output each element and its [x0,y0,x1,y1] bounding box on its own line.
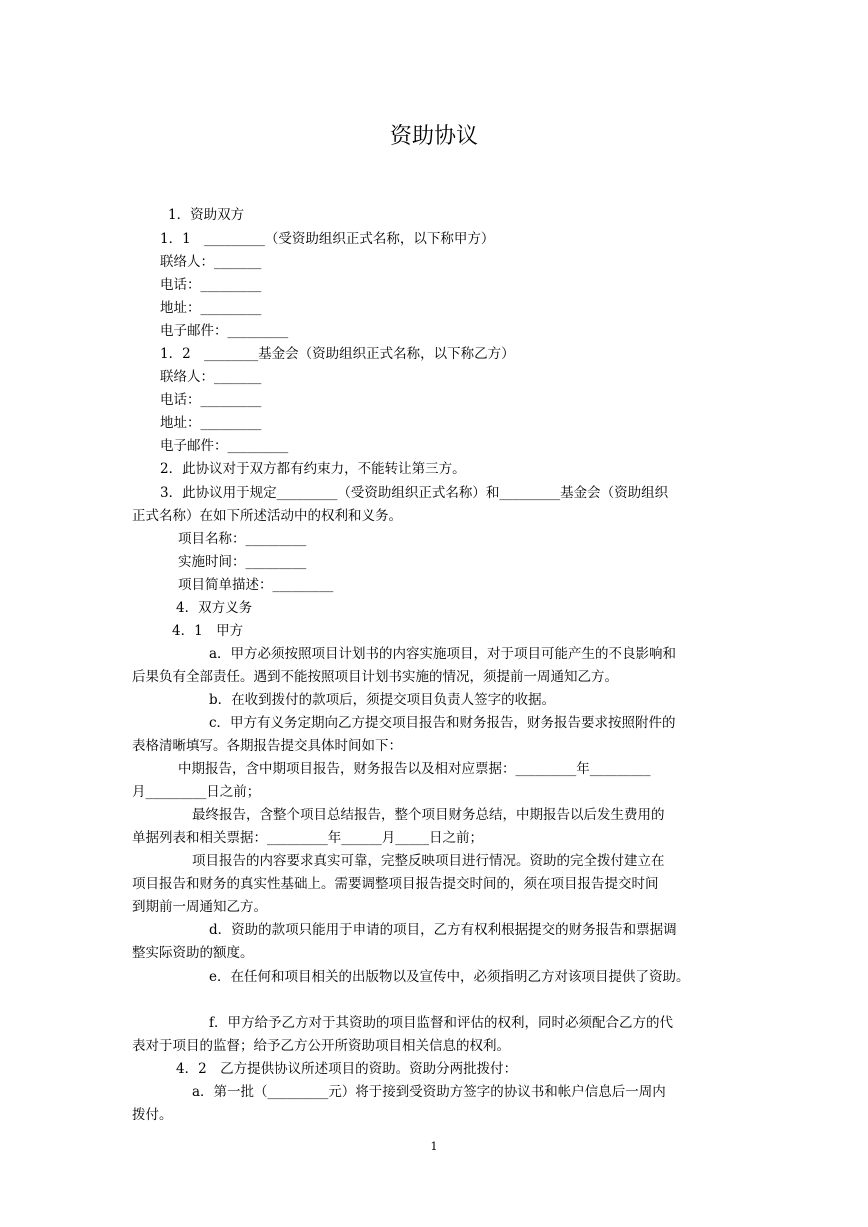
clause-4-2-a-line-1: a．第一批（_________元）将于接到受资助方签字的协议书和帐户信息后一周内 [192,1084,666,1100]
party-a-contact: 联络人：_______ [160,254,262,270]
clause-4-1-c-line-2: 表格清晰填写。各期报告提交具体时间如下： [132,738,402,754]
page-number: 1 [430,1140,438,1153]
project-name: 项目名称：_________ [178,531,307,547]
section-4-2-heading: 4．2 乙方提供协议所述项目的资助。资助分两批拨付： [176,1061,518,1077]
party-a-phone: 电话：_________ [160,277,262,293]
clause-4-1-a-line-2: 后果负有全部责任。遇到不能按照项目计划书实施的情况，须提前一周通知乙方。 [132,669,618,685]
interim-report-line-1: 中期报告，含中期项目报告，财务报告以及相对应票据：_________年_________ [178,761,651,777]
party-a-address: 地址：_________ [160,300,262,316]
final-report-line-2: 单据列表和相关票据：_________年______月_____日之前； [132,830,483,846]
clause-2: 2．此协议对于双方都有约束力，不能转让第三方。 [160,461,466,477]
section-4-1-heading: 4．1 甲方 [172,623,244,639]
report-content-line-2: 项目报告和财务的真实性基础上。需要调整项目报告提交时间的，须在项目报告提交时间 [132,876,659,892]
clause-4-1-f-line-1: f．甲方给予乙方对于其资助的项目监督和评估的权利，同时必须配合乙方的代 [209,1015,673,1031]
clause-4-1-d-line-2: 整实际资助的额度。 [132,945,254,961]
final-report-line-1: 最终报告，含整个项目总结报告，整个项目财务总结，中期报告以后发生费用的 [192,807,665,823]
clause-4-1-f-line-2: 表对于项目的监督；给予乙方公开所资助项目相关信息的权利。 [132,1038,510,1054]
party-b-phone: 电话：_________ [160,392,262,408]
party-a-clause: 1．1 _________（受资助组织正式名称，以下称甲方） [160,231,495,247]
party-b-email: 电子邮件：_________ [160,438,289,454]
document-title: 资助协议 [389,124,478,149]
party-b-address: 地址：_________ [160,415,262,431]
clause-4-1-c-line-1: c．甲方有义务定期向乙方提交项目报告和财务报告，财务报告要求按照附件的 [209,715,676,731]
section-1-heading: 1．资助双方 [168,207,245,223]
clause-3-line-1: 3．此协议用于规定_________（受资助组织正式名称）和_________基金会（资助组织 [160,485,669,501]
project-period: 实施时间：_________ [178,554,307,570]
clause-4-2-a-line-2: 拨付。 [132,1107,173,1123]
clause-4-1-e: e．在任何和项目相关的出版物以及宣传中，必须指明乙方对该项目提供了资助。 [209,969,690,985]
clause-4-1-a-line-1: a．甲方必须按照项目计划书的内容实施项目，对于项目可能产生的不良影响和 [209,646,677,662]
party-b-clause: 1．2 ________基金会（资助组织正式名称，以下称乙方） [160,346,515,362]
clause-4-1-d-line-1: d．资助的款项只能用于申请的项目，乙方有权利根据提交的财务报告和票据调 [209,922,677,938]
section-4-heading: 4．双方义务 [176,600,253,616]
clause-4-1-b: b．在收到拨付的款项后，须提交项目负责人签字的收据。 [209,692,556,708]
project-description: 项目简单描述：_________ [178,577,334,593]
party-a-email: 电子邮件：_________ [160,323,289,339]
interim-report-line-2: 月_________日之前； [132,784,261,800]
party-b-contact: 联络人：_______ [160,369,262,385]
report-content-line-1: 项目报告的内容要求真实可靠，完整反映项目进行情况。资助的完全拨付建立在 [192,853,665,869]
clause-3-line-2: 正式名称）在如下所述活动中的权利和义务。 [132,508,402,524]
report-content-line-3: 到期前一周通知乙方。 [132,899,267,915]
